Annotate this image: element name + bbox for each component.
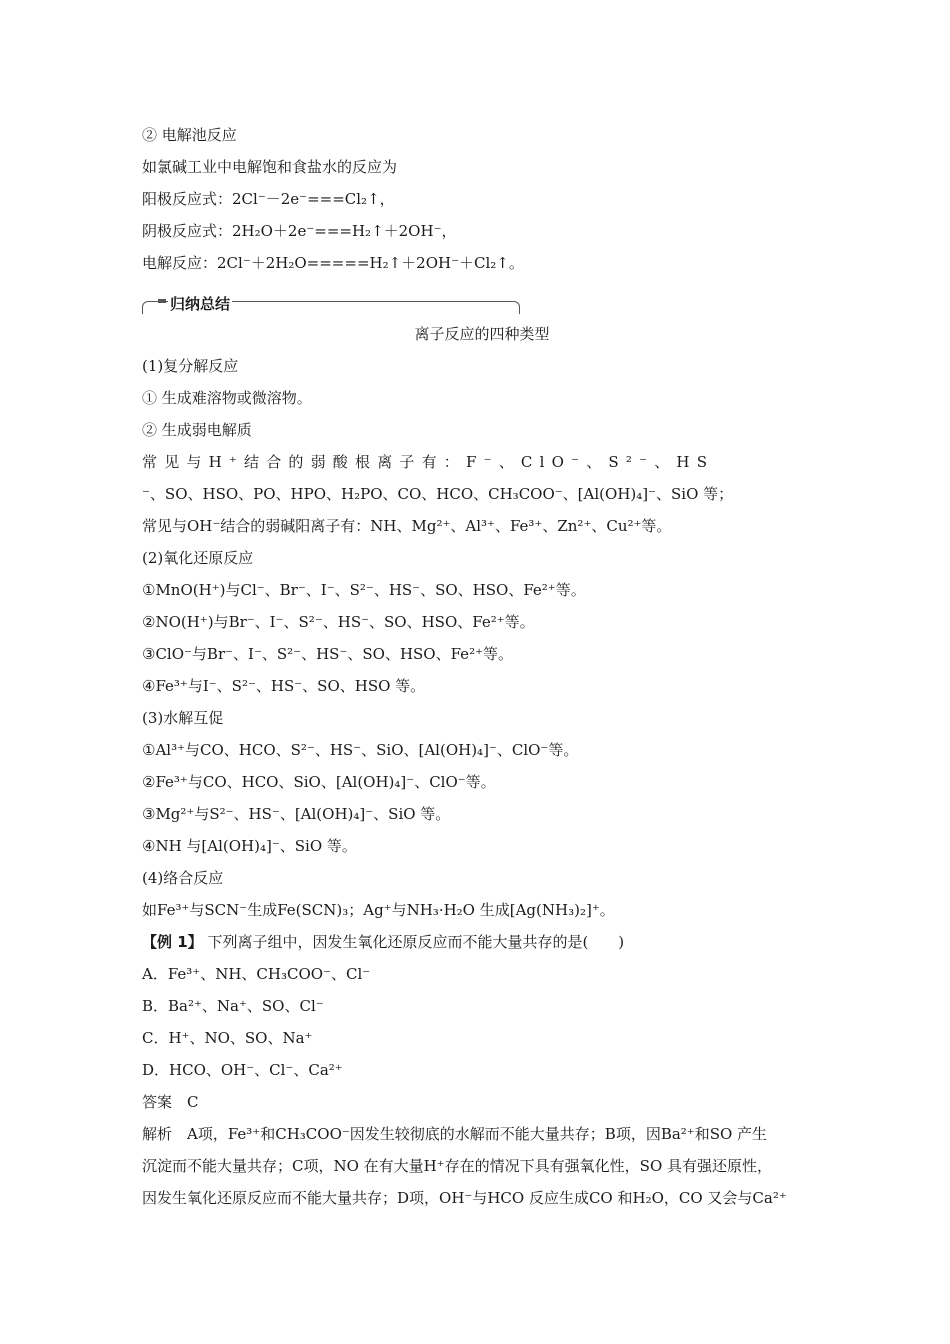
text-line: ② 电解池反应 (142, 126, 237, 144)
text-line: ② 生成弱电解质 (142, 421, 252, 439)
answer-line: 答案 C (142, 1093, 199, 1111)
option-c: C．H⁺、NO、SO、Na⁺ (142, 1029, 313, 1047)
summary-label: 归纳总结 (170, 295, 231, 313)
text-line: 阳极反应式：2Cl⁻－2e⁻===Cl₂↑， (142, 190, 395, 208)
example-question (142, 932, 822, 952)
example-text: 下列离子组中，因发生氧化还原反应而不能大量共存的是( ) (202, 933, 625, 951)
summary-dash-left (158, 299, 166, 303)
text-line: ②Fe³⁺与CO、HCO、SiO、[Al(OH)₄]⁻、ClO⁻等。 (142, 773, 496, 791)
text-line: ④NH 与[Al(OH)₄]⁻、SiO 等。 (142, 837, 357, 855)
text-line: 电解反应：2Cl⁻＋2H₂O=====H₂↑＋2OH⁻＋Cl₂↑。 (142, 254, 524, 272)
text-line: ③Mg²⁺与S²⁻、HS⁻、[Al(OH)₄]⁻、SiO 等。 (142, 805, 451, 823)
text-line: 如Fe³⁺与SCN⁻生成Fe(SCN)₃；Ag⁺与NH₃·H₂O 生成[Ag(NH₃)₂]⁺。 (142, 901, 615, 919)
text-line: 阴极反应式：2H₂O＋2e⁻===H₂↑＋2OH⁻， (142, 222, 457, 240)
text-line: ②NO(H⁺)与Br⁻、I⁻、S²⁻、HS⁻、SO、HSO、Fe²⁺等。 (142, 613, 535, 631)
text-line: (1)复分解反应 (142, 357, 239, 375)
text-line: 常见与H⁺结合的弱酸根离子有：F⁻、ClO⁻、S²⁻、HS (142, 453, 715, 471)
option-b: B．Ba²⁺、Na⁺、SO、Cl⁻ (142, 997, 324, 1015)
analysis-line: 沉淀而不能大量共存；C项，NO 在有大量H⁺存在的情况下具有强氧化性，SO 具有强还原性， (142, 1157, 773, 1175)
example-tag: 【例 1】 (142, 933, 203, 951)
text-line: ④Fe³⁺与I⁻、S²⁻、HS⁻、SO、HSO 等。 (142, 677, 426, 695)
text-line: ① 生成难溶物或微溶物。 (142, 389, 312, 407)
text-line: 如氯碱工业中电解饱和食盐水的反应为 (142, 158, 398, 176)
text-line: 常见与OH⁻结合的弱碱阳离子有：NH、Mg²⁺、Al³⁺、Fe³⁺、Zn²⁺、Cu²⁺等。 (142, 517, 672, 535)
analysis-line: 因发生氧化还原反应而不能大量共存；D项，OH⁻与HCO 反应生成CO 和H₂O，CO 又会与Ca²⁺ (142, 1189, 787, 1207)
option-a: A．Fe³⁺、NH、CH₃COO⁻、Cl⁻ (142, 965, 371, 983)
text-line: (3)水解互促 (142, 709, 224, 727)
text-line: (2)氧化还原反应 (142, 549, 254, 567)
text-line: ③ClO⁻与Br⁻、I⁻、S²⁻、HS⁻、SO、HSO、Fe²⁺等。 (142, 645, 513, 663)
section-title: 离子反应的四种类型 (414, 325, 550, 343)
text-line: ①Al³⁺与CO、HCO、S²⁻、HS⁻、SiO、[Al(OH)₄]⁻、ClO⁻等。 (142, 741, 579, 759)
option-d: D．HCO、OH⁻、Cl⁻、Ca²⁺ (142, 1061, 343, 1079)
summary-header (142, 293, 520, 315)
text-line: ⁻、SO、HSO、PO、HPO、H₂PO、CO、HCO、CH₃COO⁻、[Al(OH)₄]⁻、SiO 等； (142, 485, 734, 503)
text-line: (4)络合反应 (142, 869, 224, 887)
text-line: ①MnO(H⁺)与Cl⁻、Br⁻、I⁻、S²⁻、HS⁻、SO、HSO、Fe²⁺等。 (142, 581, 586, 599)
analysis-line: 解析 A项，Fe³⁺和CH₃COO⁻因发生较彻底的水解而不能大量共存；B项，因Ba²⁺和SO 产生 (142, 1125, 768, 1143)
